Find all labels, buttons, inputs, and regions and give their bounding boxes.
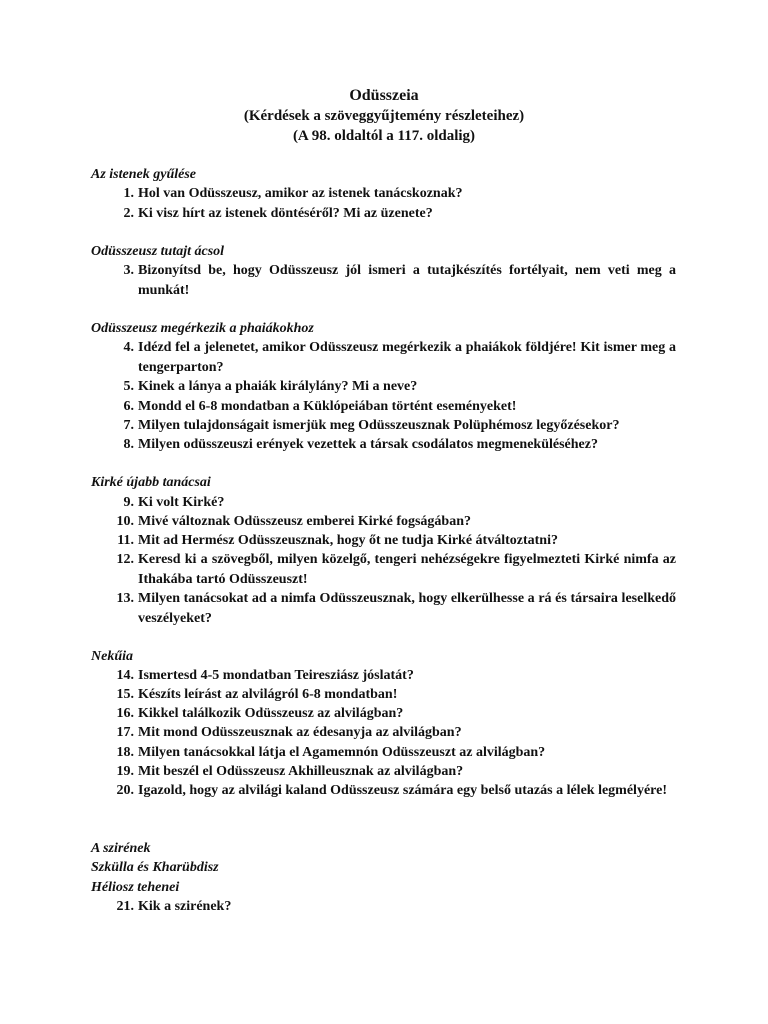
question-text: Ki volt Kirké? [138, 495, 225, 510]
document-subtitle: (Kérdések a szöveggyűjtemény részleteihez) [243, 108, 525, 124]
question-item [110, 550, 676, 589]
question-item [110, 184, 676, 204]
question-item [110, 704, 676, 724]
question-number: 12. [116, 552, 134, 567]
page-range: (A 98. oldaltól a 117. oldalig) [292, 128, 476, 144]
question-number: 3. [123, 263, 134, 278]
question-text: Mit mond Odüsszeusznak az édesanyja az alvilágban? [138, 725, 462, 740]
section-heading: Odüsszeusz megérkezik a phaiákokhoz [91, 321, 314, 336]
question-number: 8. [123, 437, 134, 452]
question-item [110, 781, 676, 801]
question-text: Keresd ki a szövegből, milyen közelgő, tengeri nehézségekre figyelmezteti Kirké nimfa az Ithakába tartó Odüsszeuszt! [138, 552, 676, 587]
question-item [110, 261, 676, 300]
question-number: 9. [123, 495, 134, 510]
question-text: Igazold, hogy az alvilági kaland Odüsszeusz számára egy belső utazás a lélek legmélyére! [138, 783, 667, 798]
question-item [110, 743, 676, 763]
question-item [110, 723, 676, 743]
question-item [110, 512, 676, 532]
question-number: 19. [116, 764, 134, 779]
question-item [110, 338, 676, 377]
question-text: Milyen odüsszeuszi erények vezettek a társak csodálatos megmeneküléséhez? [138, 437, 598, 452]
question-item [110, 666, 676, 686]
section-heading: Az istenek gyűlése [91, 167, 196, 182]
question-text: Idézd fel a jelenetet, amikor Odüsszeusz megérkezik a phaiákok földjére! Kit ismer meg a tengerparton? [138, 340, 676, 375]
section-heading: Odüsszeusz tutajt ácsol [91, 244, 225, 259]
question-number: 1. [123, 186, 134, 201]
question-number: 18. [116, 745, 134, 760]
question-item [110, 493, 676, 513]
question-number: 15. [116, 687, 134, 702]
question-number: 7. [123, 418, 134, 433]
question-item [110, 531, 676, 551]
question-text: Ki visz hírt az istenek döntéséről? Mi az üzenete? [138, 206, 433, 221]
section-heading: A szirének [91, 841, 151, 856]
document-title: Odüsszeia [349, 87, 419, 104]
question-text: Bizonyítsd be, hogy Odüsszeusz jól ismeri a tutajkészítés fortélyait, nem veti meg a munkát! [138, 263, 676, 298]
question-number: 5. [123, 379, 134, 394]
question-text: Milyen tulajdonságait ismerjük meg Odüsszeusznak Polüphémosz legyőzésekor? [138, 418, 620, 433]
question-item [110, 897, 676, 917]
question-number: 17. [116, 725, 134, 740]
question-item [110, 397, 676, 417]
question-text: Hol van Odüsszeusz, amikor az istenek tanácskoznak? [138, 186, 463, 201]
question-text: Ismertesd 4-5 mondatban Teiresziász jóslatát? [138, 668, 414, 683]
question-number: 4. [123, 340, 134, 355]
question-number: 10. [116, 514, 134, 529]
question-text: Milyen tanácsokkal látja el Agamemnón Odüsszeuszt az alvilágban? [138, 745, 546, 760]
question-number: 14. [116, 668, 134, 683]
question-item [110, 435, 676, 455]
question-item [110, 416, 676, 436]
question-number: 6. [123, 399, 134, 414]
question-number: 2. [123, 206, 134, 221]
question-number: 11. [117, 533, 134, 548]
question-text: Milyen tanácsokat ad a nimfa Odüsszeusznak, hogy elkerülhesse a rá és társaira leselkedő veszélyeket? [138, 591, 676, 626]
question-text: Mondd el 6-8 mondatban a Küklópeiában történt eseményeket! [138, 399, 517, 414]
question-number: 13. [116, 591, 134, 606]
question-text: Mit ad Hermész Odüsszeusznak, hogy őt ne tudja Kirké átváltoztatni? [138, 533, 558, 548]
section-heading: Nekűia [91, 649, 133, 664]
question-number: 21. [116, 899, 134, 914]
question-text: Készíts leírást az alvilágról 6-8 mondatban! [138, 687, 398, 702]
question-item [110, 377, 676, 397]
section-heading: Kirké újabb tanácsai [91, 475, 211, 490]
question-number: 16. [116, 706, 134, 721]
question-number: 20. [116, 783, 134, 798]
question-text: Kikkel találkozik Odüsszeusz az alvilágban? [138, 706, 404, 721]
question-item [110, 762, 676, 782]
question-item [110, 685, 676, 705]
question-text: Mit beszél el Odüsszeusz Akhilleusznak az alvilágban? [138, 764, 464, 779]
question-item [110, 204, 676, 224]
section-heading: Héliosz tehenei [91, 880, 180, 895]
question-text: Kik a szirének? [138, 899, 232, 914]
section-heading: Szkülla és Kharübdisz [91, 860, 219, 875]
question-text: Kinek a lánya a phaiák királylány? Mi a neve? [138, 379, 418, 394]
question-text: Mivé változnak Odüsszeusz emberei Kirké fogságában? [138, 514, 472, 529]
question-item [110, 589, 676, 628]
